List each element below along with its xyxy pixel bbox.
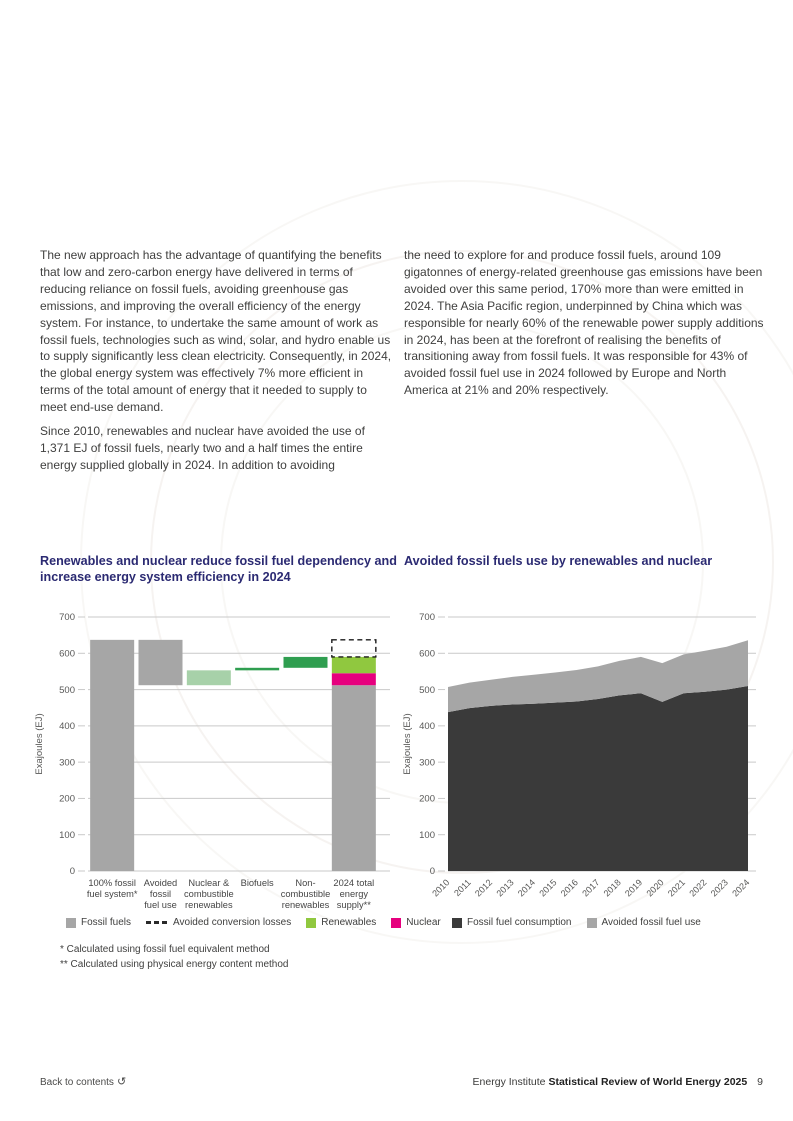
svg-text:100% fossil: 100% fossil [88, 878, 136, 888]
svg-text:renewables: renewables [281, 900, 330, 910]
footnote: ** Calculated using physical energy content method [60, 958, 289, 970]
footnote: * Calculated using fossil fuel equivalent method [60, 944, 270, 955]
legend-item [146, 917, 291, 928]
svg-text:Non-: Non- [295, 878, 316, 888]
svg-text:2010: 2010 [430, 877, 452, 899]
gray-swatch [66, 918, 76, 928]
legend-item [66, 917, 131, 928]
dashed-line-swatch [146, 921, 168, 924]
svg-text:2019: 2019 [623, 877, 645, 899]
svg-text:2011: 2011 [452, 877, 473, 899]
body-column-left [40, 247, 396, 481]
svg-text:100: 100 [59, 829, 75, 841]
legend-label: Nuclear [406, 917, 441, 928]
svg-text:supply**: supply** [336, 900, 371, 910]
svg-text:2015: 2015 [537, 877, 559, 899]
svg-text:fuel use: fuel use [144, 900, 177, 910]
svg-text:200: 200 [419, 793, 435, 805]
page-footer [40, 1076, 763, 1088]
paragraph: The new approach has the advantage of quantifying the benefits that low and zero-carbon energy have delivered in terms of reducing reliance on fossil fuels, avoiding greenhouse gas emissions, and improving the overall efficiency of the energy system. For instance, to undertake the same amount of work as fossil fuels, technologies such as wind, solar, and hydro enable us to supply significantly less clean electricity. Consequently, in 2024, the global energy system was effectively 7% more efficient in terms of the total amount of energy that it needed to supply to meet end-use demand. [40, 248, 392, 415]
magenta-swatch [391, 918, 401, 928]
svg-text:2024 total: 2024 total [333, 878, 375, 888]
svg-text:700: 700 [419, 612, 435, 624]
legend-label: Renewables [321, 917, 377, 928]
legend-label: Fossil fuel consumption [467, 917, 572, 928]
svg-text:400: 400 [59, 721, 75, 733]
gray-swatch [587, 918, 597, 928]
svg-text:2014: 2014 [515, 877, 538, 899]
waterfall-chart-legend [66, 917, 441, 928]
svg-text:0: 0 [429, 866, 435, 878]
area-chart-legend [452, 917, 701, 928]
svg-text:energy: energy [339, 889, 369, 899]
paragraph: Since 2010, renewables and nuclear have avoided the use of 1,371 EJ of fossil fuels, nearly two and a half times the entire energy supplied globally in 2024. In addition to avoiding [40, 424, 365, 472]
footer-credit [473, 1076, 763, 1088]
legend-item [587, 917, 701, 928]
svg-text:Exajoules (EJ): Exajoules (EJ) [34, 713, 45, 775]
svg-text:2017: 2017 [580, 877, 602, 899]
svg-text:fuel system*: fuel system* [86, 889, 138, 899]
svg-text:600: 600 [59, 648, 75, 660]
legend-item [452, 917, 572, 928]
paragraph: the need to explore for and produce fossil fuels, around 109 gigatonnes of energy-related greenhouse gas emissions have been avoided over this same period, 170% more than were emitted in 2024. The Asia Pacific region, underpinned by China which was responsible for nearly 60% of the renewable power supply additions in 2024, has been at the forefront of realising the benefits of transitioning away from fossil fuels. It was responsible for 43% of avoided fossil fuel use in 2024 followed by Europe and North America at 21% and 20% respectively. [404, 248, 764, 398]
svg-text:fossil: fossil [149, 889, 172, 899]
svg-text:Nuclear &: Nuclear & [188, 878, 230, 888]
publisher-name: Energy Institute [472, 1076, 546, 1088]
svg-text:200: 200 [59, 793, 75, 805]
svg-text:500: 500 [419, 684, 435, 696]
legend-item [391, 917, 440, 928]
chart-title-left: Renewables and nuclear reduce fossil fuel dependency and increase energy system efficiency in 2024 [40, 554, 397, 584]
svg-text:300: 300 [419, 757, 435, 769]
page-number: 9 [757, 1076, 763, 1088]
svg-text:combustible: combustible [184, 889, 234, 899]
legend-label: Avoided conversion losses [173, 917, 292, 928]
svg-text:0: 0 [69, 866, 75, 878]
svg-text:2022: 2022 [687, 877, 709, 899]
svg-text:2016: 2016 [558, 877, 580, 899]
body-column-right [404, 247, 768, 406]
svg-text:combustible: combustible [280, 889, 331, 899]
waterfall-chart [30, 605, 395, 915]
svg-text:2021: 2021 [665, 877, 688, 899]
back-arrow-icon: ↺ [116, 1075, 127, 1088]
dark-swatch [452, 918, 462, 928]
publication-name: Statistical Review of World Energy 2025 [548, 1076, 748, 1088]
svg-text:2023: 2023 [708, 877, 730, 899]
chart-footnotes [60, 943, 288, 972]
svg-text:400: 400 [419, 721, 435, 733]
svg-text:2020: 2020 [644, 877, 666, 899]
svg-text:300: 300 [59, 757, 75, 769]
legend-label: Avoided fossil fuel use [601, 917, 701, 928]
svg-text:100: 100 [419, 829, 435, 841]
yellowGreen-swatch [306, 918, 316, 928]
svg-text:Biofuels: Biofuels [240, 878, 274, 888]
legend-label: Fossil fuels [81, 917, 132, 928]
svg-text:renewables: renewables [185, 900, 233, 910]
svg-text:2013: 2013 [494, 877, 516, 899]
area-chart [398, 605, 783, 915]
back-to-contents-label: Back to contents [40, 1076, 114, 1088]
svg-text:2018: 2018 [601, 877, 623, 899]
svg-text:2024: 2024 [730, 877, 752, 899]
back-to-contents-link[interactable] [40, 1077, 126, 1088]
svg-text:Avoided: Avoided [143, 878, 178, 888]
chart-title-right: Avoided fossil fuels use by renewables and nuclear [404, 554, 713, 568]
svg-text:700: 700 [59, 612, 75, 624]
svg-text:Exajoules (EJ): Exajoules (EJ) [402, 713, 413, 775]
svg-text:2012: 2012 [473, 877, 495, 899]
legend-item [306, 917, 376, 928]
svg-text:600: 600 [419, 648, 435, 660]
svg-text:500: 500 [59, 684, 75, 696]
